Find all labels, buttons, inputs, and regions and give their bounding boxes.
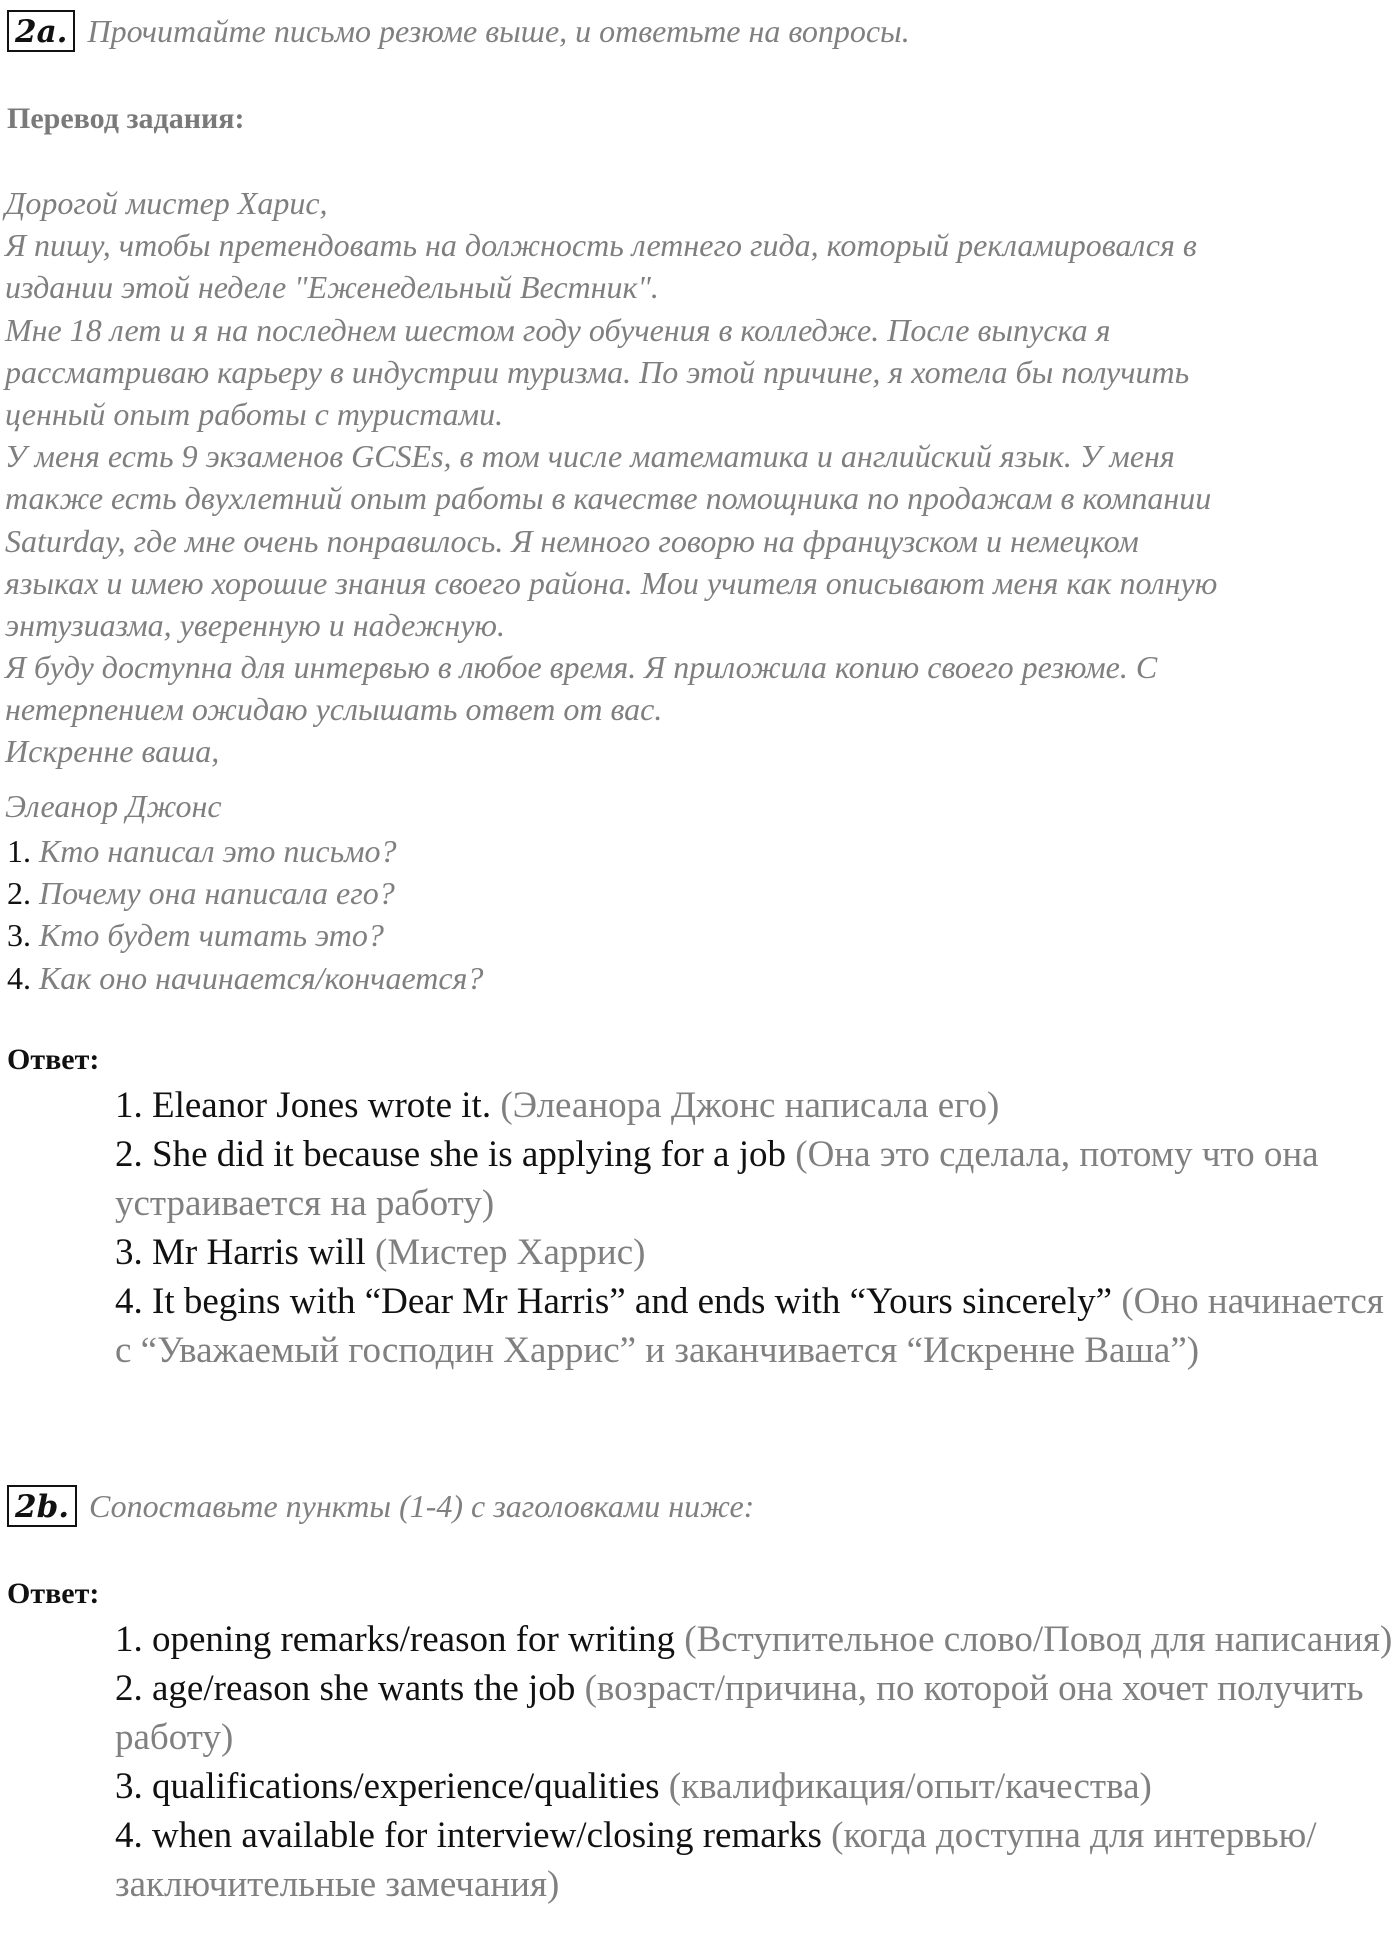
question-list bbox=[7, 830, 483, 999]
answer-english: 2. She did it because she is applying for a job bbox=[115, 1134, 787, 1175]
answer-english: 2. age/reason she wants the job bbox=[115, 1668, 576, 1709]
letter-line: У меня есть 9 экзаменов GCSEs, в том числе математика и английский язык. У меня bbox=[5, 438, 1175, 475]
answer-item bbox=[115, 1277, 1395, 1375]
answer-item bbox=[115, 1664, 1395, 1762]
question-item bbox=[7, 957, 483, 999]
letter-line: нетерпением ожидаю услышать ответ от вас. bbox=[5, 691, 663, 728]
letter-line: ценный опыт работы с туристами. bbox=[5, 395, 504, 432]
answer-russian: (Элеанора Джонс написала его) bbox=[500, 1085, 1000, 1126]
answer-english: 4. when available for interview/closing remarks bbox=[115, 1815, 822, 1856]
answers-2b bbox=[115, 1615, 1395, 1909]
task-2b-instruction: Сопоставьте пункты (1-4) с заголовками ниже: bbox=[89, 1487, 755, 1524]
letter-signature: Элеанор Джонс bbox=[5, 787, 222, 824]
letter-line: энтузиазма, уверенную и надежную. bbox=[5, 606, 505, 643]
question-item bbox=[7, 914, 483, 956]
answer-item bbox=[115, 1228, 1395, 1277]
letter-line: также есть двухлетний опыт работы в качестве помощника по продажам в компании bbox=[5, 480, 1212, 517]
answer-english: 3. Mr Harris will bbox=[115, 1232, 366, 1273]
answer-english: 1. opening remarks/reason for writing bbox=[115, 1619, 675, 1660]
answer-russian: (Она это сделала, потому что она устраивается на работу) bbox=[115, 1134, 1319, 1224]
answer-russian: (возраст/причина, по которой она хочет получить работу) bbox=[115, 1668, 1364, 1758]
question-item bbox=[7, 872, 483, 914]
task-2a-label: 2a. bbox=[7, 10, 75, 52]
translated-letter bbox=[5, 182, 1395, 827]
answer-item bbox=[115, 1615, 1395, 1664]
task-2b-label: 2b. bbox=[7, 1485, 77, 1527]
answer-item bbox=[115, 1811, 1395, 1909]
letter-line: рассматриваю карьеру в индустрии туризма. По этой причине, я хотела бы получить bbox=[5, 353, 1190, 390]
letter-line: Я пишу, чтобы претендовать на должность летнего гида, который рекламировался в bbox=[5, 227, 1197, 264]
answer-item bbox=[115, 1081, 1395, 1130]
answer-russian: (Оно начинается с “Уважаемый господин Харрис” и заканчивается “Искренне Ваша”) bbox=[115, 1281, 1384, 1371]
answer-english: 1. Eleanor Jones wrote it. bbox=[115, 1085, 492, 1126]
question-number: 4. bbox=[7, 959, 31, 996]
task-2b-header bbox=[7, 1485, 754, 1527]
answer-item bbox=[115, 1130, 1395, 1228]
task-2a-instruction: Прочитайте письмо резюме выше, и ответьте на вопросы. bbox=[87, 12, 910, 49]
answers-2a bbox=[115, 1081, 1395, 1375]
letter-line: Saturday, где мне очень понравилось. Я немного говорю на французском и немецком bbox=[5, 522, 1139, 559]
answer-russian: (квалификация/опыт/качества) bbox=[668, 1766, 1152, 1807]
question-number: 1. bbox=[7, 833, 31, 869]
question-number: 3. bbox=[7, 917, 31, 954]
answer-russian: (когда доступна для интервью/заключительные замечания) bbox=[115, 1815, 1317, 1905]
question-number: 2. bbox=[7, 875, 31, 912]
question-item bbox=[7, 830, 483, 872]
answer-heading-2b: Ответ: bbox=[7, 1577, 100, 1610]
answer-english: 3. qualifications/experience/qualities bbox=[115, 1766, 660, 1807]
task-2a-header bbox=[7, 10, 910, 52]
answer-english: 4. It begins with “Dear Mr Harris” and ends with “Yours sincerely” bbox=[115, 1281, 1113, 1322]
letter-line: Искренне ваша, bbox=[5, 733, 220, 770]
letter-line: издании этой неделе "Еженедельный Вестник". bbox=[5, 269, 659, 306]
question-text: Почему она написала его? bbox=[39, 875, 395, 912]
question-text: Как оно начинается/кончается? bbox=[39, 959, 484, 996]
letter-line: Мне 18 лет и я на последнем шестом году обучения в колледже. После выпуска я bbox=[5, 311, 1111, 348]
letter-line: Я буду доступна для интервью в любое время. Я приложила копию своего резюме. С bbox=[5, 649, 1158, 686]
answer-item bbox=[115, 1762, 1395, 1811]
question-text: Кто будет читать это? bbox=[39, 917, 384, 954]
translation-heading: Перевод задания: bbox=[7, 102, 245, 135]
question-text: Кто написал это письмо? bbox=[39, 833, 397, 869]
letter-line: Дорогой мистер Харис, bbox=[5, 185, 328, 221]
answer-russian: (Вступительное слово/Повод для написания) bbox=[684, 1619, 1393, 1660]
answer-russian: (Мистер Харрис) bbox=[375, 1232, 646, 1273]
letter-line: языках и имею хорошие знания своего района. Мои учителя описывают меня как полную bbox=[5, 564, 1218, 601]
answer-heading-2a: Ответ: bbox=[7, 1043, 100, 1076]
